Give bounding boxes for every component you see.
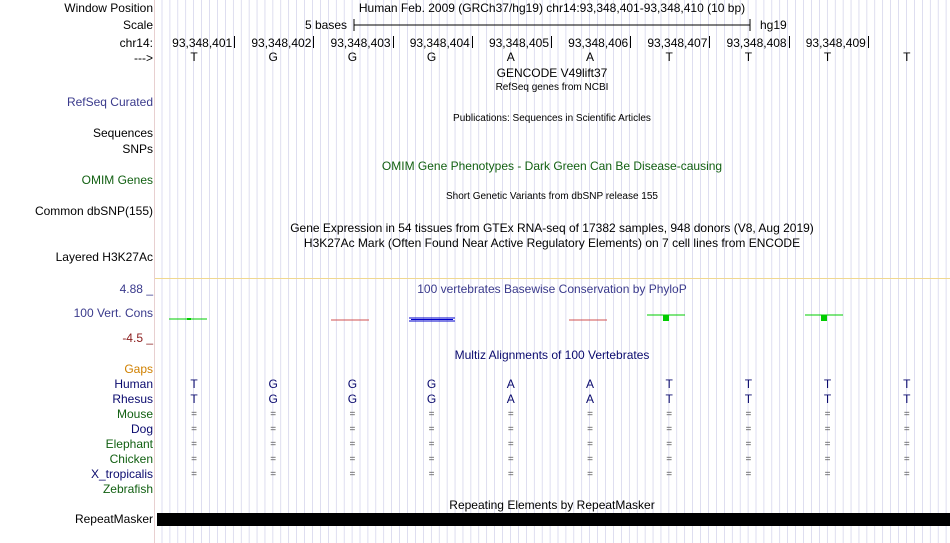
alignment-match: = bbox=[349, 409, 356, 420]
alignment-base: T bbox=[744, 392, 753, 406]
strand-label: ---> bbox=[134, 51, 153, 65]
position-tick bbox=[551, 36, 552, 48]
phylop-track-label[interactable]: 100 Vert. Cons bbox=[73, 306, 153, 320]
alignment-base: G bbox=[268, 392, 278, 406]
alignment-match: = bbox=[270, 469, 277, 480]
alignment-match: = bbox=[270, 409, 277, 420]
label-divider bbox=[154, 0, 155, 543]
species-label-elephant[interactable]: Elephant bbox=[105, 437, 153, 451]
reference-base: G bbox=[426, 50, 437, 64]
alignment-base: T bbox=[823, 392, 832, 406]
alignment-match: = bbox=[191, 454, 197, 465]
alignment-base: T bbox=[744, 377, 753, 391]
scale-bar-text: 5 bases bbox=[305, 18, 348, 32]
alignment-match: = bbox=[507, 439, 514, 450]
sequences-track-label[interactable]: Sequences bbox=[92, 126, 153, 140]
alignment-match: = bbox=[666, 469, 673, 480]
alignment-base: A bbox=[506, 392, 515, 406]
position-tick-label: 93,348,401 bbox=[172, 36, 233, 50]
publications-track-title[interactable]: Publications: Sequences in Scientific Articles bbox=[453, 113, 651, 124]
alignment-match: = bbox=[191, 469, 197, 480]
alignment-match: = bbox=[745, 469, 752, 480]
alignment-base: T bbox=[190, 392, 198, 406]
alignment-match: = bbox=[270, 424, 277, 435]
reference-base: T bbox=[665, 50, 673, 64]
scale-label: Scale bbox=[122, 18, 153, 32]
refseq-track-subtitle[interactable]: RefSeq genes from NCBI bbox=[495, 82, 609, 93]
window-position-value: Human Feb. 2009 (GRCh37/hg19) chr14:93,348,401-93,348,410 (10 bp) bbox=[358, 1, 746, 15]
alignment-match: = bbox=[824, 409, 831, 420]
alignment-match: = bbox=[428, 439, 435, 450]
omim-track-title[interactable]: OMIM Gene Phenotypes - Dark Green Can Be Disease-causing bbox=[381, 159, 723, 173]
h3k27ac-track-label[interactable]: Layered H3K27Ac bbox=[55, 250, 153, 264]
scale-db: hg19 bbox=[760, 18, 787, 32]
scale-bar bbox=[352, 18, 752, 32]
position-tick bbox=[789, 36, 790, 48]
alignment-match: = bbox=[191, 424, 197, 435]
species-label-x_tropicalis[interactable]: X_tropicalis bbox=[90, 467, 153, 481]
position-tick-label: 93,348,407 bbox=[647, 36, 708, 50]
alignment-match: = bbox=[903, 424, 910, 435]
alignment-match: = bbox=[587, 469, 593, 480]
alignment-match: = bbox=[745, 439, 752, 450]
phylop-max-value: 4.88 _ bbox=[119, 282, 153, 296]
alignment-match: = bbox=[587, 439, 593, 450]
reference-base: T bbox=[823, 50, 832, 64]
alignment-match: = bbox=[903, 409, 910, 420]
alignment-base: G bbox=[347, 377, 358, 391]
alignment-match: = bbox=[824, 469, 831, 480]
phylop-track-title[interactable]: 100 vertebrates Basewise Conservation by PhyloP bbox=[417, 282, 687, 296]
alignment-match: = bbox=[587, 424, 593, 435]
alignment-match: = bbox=[349, 424, 356, 435]
reference-base: T bbox=[190, 50, 198, 64]
alignment-match: = bbox=[666, 439, 673, 450]
reference-base: T bbox=[903, 50, 911, 64]
alignment-base: T bbox=[665, 392, 673, 406]
alignment-match: = bbox=[824, 424, 831, 435]
alignment-base: G bbox=[426, 377, 437, 391]
alignment-base: G bbox=[268, 377, 278, 391]
h3k27ac-track-title[interactable]: H3K27Ac Mark (Often Found Near Active Regulatory Elements) on 7 cell lines from ENCODE bbox=[303, 236, 801, 250]
alignment-base: T bbox=[903, 377, 911, 391]
position-tick-label: 93,348,406 bbox=[568, 36, 629, 50]
position-tick-label: 93,348,402 bbox=[251, 36, 312, 50]
species-label-chicken[interactable]: Chicken bbox=[109, 452, 153, 466]
dbsnp-track-title[interactable]: Short Genetic Variants from dbSNP release 155 bbox=[446, 191, 658, 202]
gtex-track-title[interactable]: Gene Expression in 54 tissues from GTEx RNA-seq of 17382 samples, 948 donors (V8, Aug 2019) bbox=[290, 221, 814, 235]
position-tick-label: 93,348,403 bbox=[330, 36, 391, 50]
species-label-gaps[interactable]: Gaps bbox=[124, 362, 153, 376]
alignment-match: = bbox=[270, 439, 277, 450]
alignment-match: = bbox=[903, 454, 910, 465]
alignment-match: = bbox=[349, 454, 356, 465]
alignment-match: = bbox=[745, 409, 752, 420]
species-label-dog[interactable]: Dog bbox=[130, 422, 153, 436]
alignment-match: = bbox=[824, 439, 831, 450]
alignment-match: = bbox=[507, 454, 514, 465]
position-tick bbox=[472, 36, 473, 48]
position-tick bbox=[234, 36, 235, 48]
alignment-match: = bbox=[745, 454, 752, 465]
chrom-label: chr14: bbox=[119, 36, 153, 50]
gencode-track-title[interactable]: GENCODE V49lift37 bbox=[496, 66, 608, 80]
reference-base: A bbox=[585, 50, 594, 64]
dbsnp-track-label[interactable]: Common dbSNP(155) bbox=[34, 204, 153, 218]
alignment-match: = bbox=[666, 454, 673, 465]
alignment-match: = bbox=[270, 454, 277, 465]
alignment-match: = bbox=[903, 469, 910, 480]
alignment-match: = bbox=[507, 469, 514, 480]
window-position-label: Window Position bbox=[64, 1, 153, 15]
alignment-match: = bbox=[428, 409, 435, 420]
alignment-match: = bbox=[191, 439, 197, 450]
alignment-match: = bbox=[745, 424, 752, 435]
position-tick-label: 93,348,404 bbox=[409, 36, 470, 50]
alignment-match: = bbox=[428, 454, 435, 465]
alignment-base: G bbox=[347, 392, 358, 406]
alignment-base: T bbox=[903, 392, 911, 406]
alignment-match: = bbox=[587, 409, 593, 420]
alignment-base: T bbox=[665, 377, 673, 391]
alignment-match: = bbox=[824, 454, 831, 465]
alignment-match: = bbox=[666, 409, 673, 420]
repeatmasker-track-title[interactable]: Repeating Elements by RepeatMasker bbox=[449, 498, 655, 512]
position-tick bbox=[393, 36, 394, 48]
phylop-graph[interactable] bbox=[155, 305, 950, 335]
position-tick bbox=[313, 36, 314, 48]
repeatmasker-bar[interactable] bbox=[157, 513, 950, 526]
species-label-rhesus[interactable]: Rhesus bbox=[112, 392, 153, 406]
alignment-match: = bbox=[903, 439, 910, 450]
snps-track-label[interactable]: SNPs bbox=[122, 142, 153, 156]
omim-track-label[interactable]: OMIM Genes bbox=[81, 173, 153, 187]
position-tick bbox=[709, 36, 710, 48]
species-label-mouse[interactable]: Mouse bbox=[116, 407, 153, 421]
position-tick-label: 93,348,408 bbox=[726, 36, 787, 50]
alignment-match: = bbox=[507, 424, 514, 435]
alignment-base: T bbox=[823, 377, 832, 391]
alignment-match: = bbox=[507, 409, 514, 420]
alignment-match: = bbox=[349, 469, 356, 480]
track-separator bbox=[155, 278, 950, 279]
position-tick-label: 93,348,409 bbox=[805, 36, 866, 50]
phylop-min-value: -4.5 _ bbox=[122, 331, 153, 345]
position-tick bbox=[868, 36, 869, 48]
position-tick bbox=[630, 36, 631, 48]
reference-base: G bbox=[347, 50, 358, 64]
alignment-match: = bbox=[428, 469, 435, 480]
alignment-base: A bbox=[506, 377, 515, 391]
multiz-track-title[interactable]: Multiz Alignments of 100 Vertebrates bbox=[454, 348, 650, 362]
alignment-match: = bbox=[428, 424, 435, 435]
species-label-zebrafish[interactable]: Zebrafish bbox=[102, 482, 153, 496]
reference-base: A bbox=[506, 50, 515, 64]
alignment-base: A bbox=[585, 377, 594, 391]
alignment-match: = bbox=[191, 409, 197, 420]
position-tick-label: 93,348,405 bbox=[488, 36, 549, 50]
alignment-match: = bbox=[587, 454, 593, 465]
alignment-base: T bbox=[190, 377, 198, 391]
reference-base: T bbox=[744, 50, 753, 64]
repeatmasker-track-label[interactable]: RepeatMasker bbox=[74, 512, 153, 526]
refseq-track-label[interactable]: RefSeq Curated bbox=[66, 95, 153, 109]
alignment-match: = bbox=[666, 424, 673, 435]
species-label-human[interactable]: Human bbox=[114, 377, 153, 391]
alignment-base: A bbox=[585, 392, 594, 406]
alignment-base: G bbox=[426, 392, 437, 406]
reference-base: G bbox=[268, 50, 278, 64]
alignment-match: = bbox=[349, 439, 356, 450]
